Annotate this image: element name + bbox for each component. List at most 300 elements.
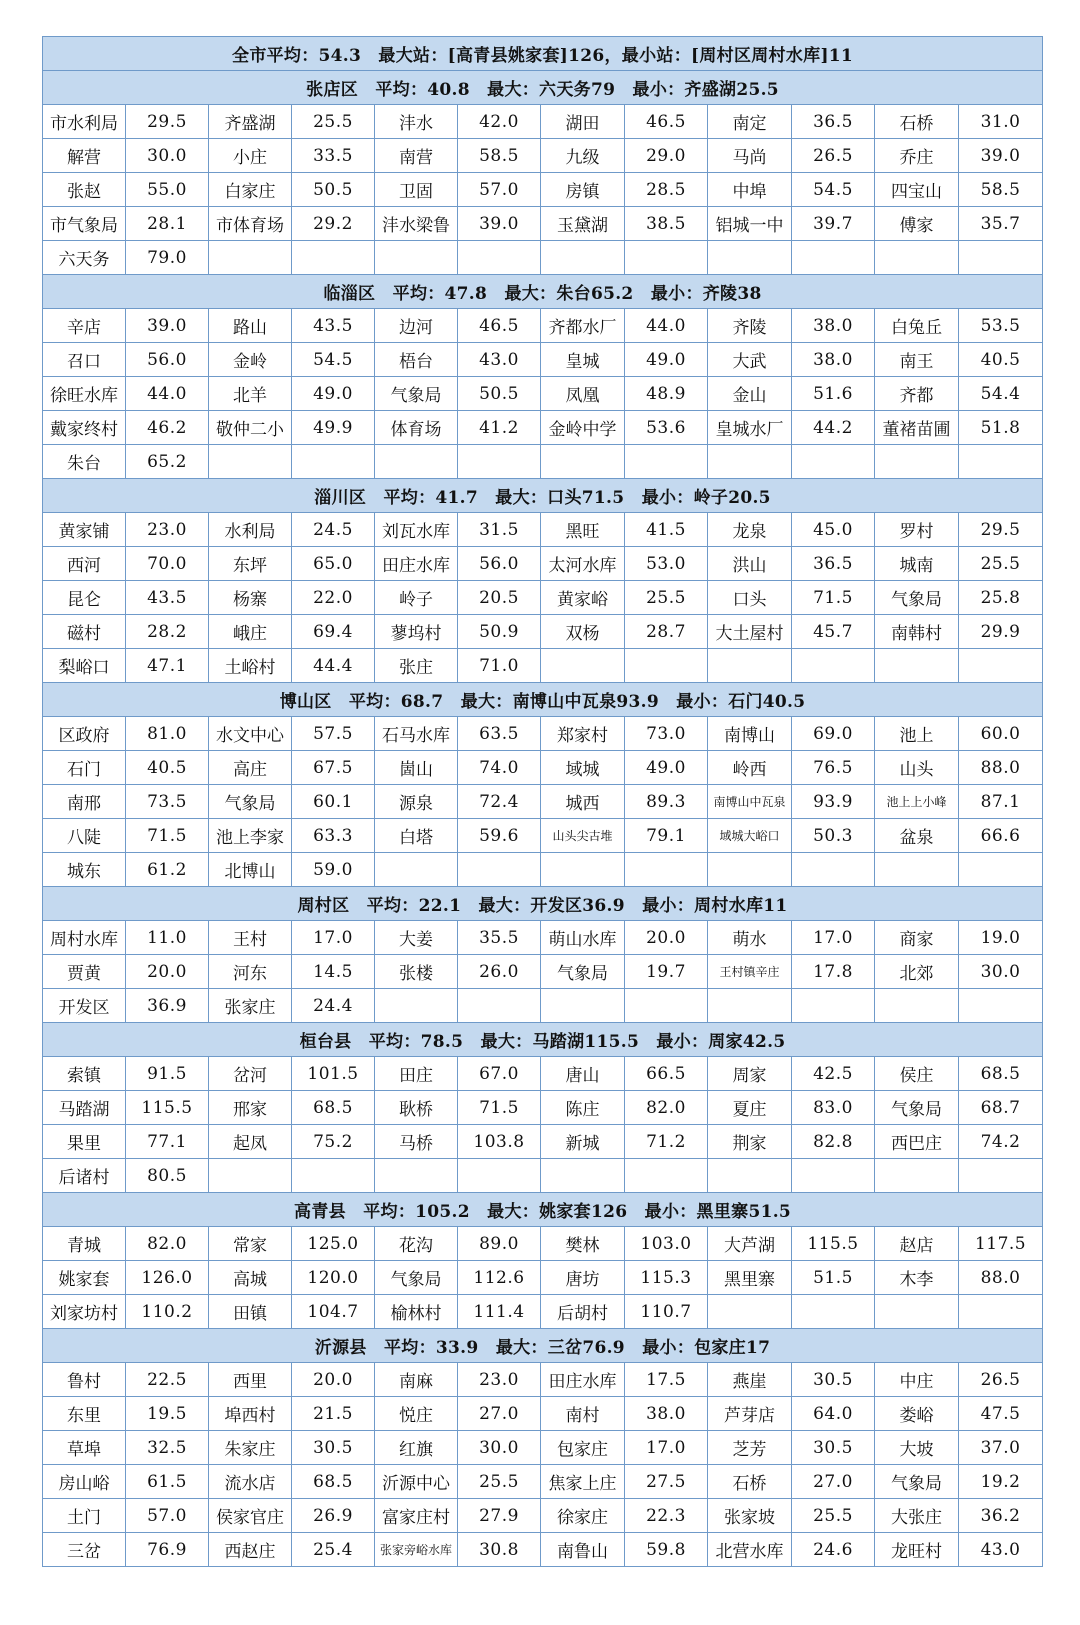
rainfall-value: 38.0: [792, 309, 875, 343]
station-name: 大芦湖: [708, 1227, 792, 1261]
table-row: [43, 989, 1043, 1023]
table-row: [43, 309, 1043, 343]
empty-cell: [541, 241, 625, 275]
table-row: [43, 1533, 1043, 1567]
station-name: 唐坊: [541, 1261, 625, 1295]
rainfall-value: 36.5: [792, 105, 875, 139]
rainfall-value: 24.6: [792, 1533, 875, 1567]
rainfall-value: 28.7: [625, 615, 708, 649]
rainfall-value: 71.2: [625, 1125, 708, 1159]
empty-cell: [875, 241, 959, 275]
empty-cell: [959, 1159, 1043, 1193]
station-name: 马尚: [708, 139, 792, 173]
section-header: 沂源县 平均：33.9 最大：三岔76.9 最小：包家庄17: [43, 1329, 1043, 1363]
station-name: 田庄水库: [541, 1363, 625, 1397]
table-row: [43, 411, 1043, 445]
station-name: 南营: [375, 139, 458, 173]
station-name: 萌水: [708, 921, 792, 955]
rainfall-value: 47.5: [959, 1397, 1043, 1431]
station-name: 张家旁峪水库: [375, 1533, 458, 1567]
rainfall-value: 71.5: [458, 1091, 541, 1125]
rainfall-value: 89.0: [458, 1227, 541, 1261]
empty-cell: [375, 989, 458, 1023]
station-name: 西河: [43, 547, 126, 581]
rainfall-value: 103.0: [625, 1227, 708, 1261]
station-name: 北羊: [209, 377, 292, 411]
empty-cell: [792, 989, 875, 1023]
rainfall-value: 91.5: [126, 1057, 209, 1091]
empty-cell: [458, 989, 541, 1023]
station-name: 石马水库: [375, 717, 458, 751]
table-row: [43, 819, 1043, 853]
rainfall-value: 28.2: [126, 615, 209, 649]
rainfall-value: 29.0: [625, 139, 708, 173]
rainfall-value: 71.0: [458, 649, 541, 683]
station-name: 西里: [209, 1363, 292, 1397]
station-name: 气象局: [875, 1091, 959, 1125]
rainfall-value: 20.0: [292, 1363, 375, 1397]
rainfall-value: 24.5: [292, 513, 375, 547]
station-name: 城西: [541, 785, 625, 819]
rainfall-value: 36.9: [126, 989, 209, 1023]
station-name: 磁村: [43, 615, 126, 649]
empty-cell: [458, 1159, 541, 1193]
rainfall-value: 30.5: [292, 1431, 375, 1465]
rainfall-value: 67.0: [458, 1057, 541, 1091]
station-name: 房山峪: [43, 1465, 126, 1499]
rainfall-value: 27.5: [625, 1465, 708, 1499]
rainfall-value: 19.2: [959, 1465, 1043, 1499]
rainfall-value: 38.5: [625, 207, 708, 241]
rainfall-value: 73.5: [126, 785, 209, 819]
empty-cell: [292, 241, 375, 275]
rainfall-value: 60.0: [959, 717, 1043, 751]
rainfall-value: 19.5: [126, 1397, 209, 1431]
rainfall-value: 61.2: [126, 853, 209, 887]
station-name: 荆家: [708, 1125, 792, 1159]
rainfall-value: 46.2: [126, 411, 209, 445]
rainfall-value: 33.5: [292, 139, 375, 173]
station-name: 商家: [875, 921, 959, 955]
station-name: 木李: [875, 1261, 959, 1295]
station-name: 气象局: [209, 785, 292, 819]
station-name: 石桥: [708, 1465, 792, 1499]
table-row: [43, 1227, 1043, 1261]
station-name: 湖田: [541, 105, 625, 139]
rainfall-value: 53.6: [625, 411, 708, 445]
station-name: 气象局: [541, 955, 625, 989]
rainfall-value: 51.5: [792, 1261, 875, 1295]
table-row: [43, 853, 1043, 887]
rainfall-value: 82.8: [792, 1125, 875, 1159]
station-name: 大土屋村: [708, 615, 792, 649]
station-name: 杨寨: [209, 581, 292, 615]
station-name: 刘家坊村: [43, 1295, 126, 1329]
station-name: 戴家终村: [43, 411, 126, 445]
rainfall-value: 77.1: [126, 1125, 209, 1159]
station-name: 娄峪: [875, 1397, 959, 1431]
empty-cell: [959, 1295, 1043, 1329]
rainfall-value: 27.0: [792, 1465, 875, 1499]
station-name: 常家: [209, 1227, 292, 1261]
rainfall-value: 71.5: [792, 581, 875, 615]
station-name: 张家庄: [209, 989, 292, 1023]
rainfall-value: 57.0: [126, 1499, 209, 1533]
station-name: 山头: [875, 751, 959, 785]
empty-cell: [708, 1159, 792, 1193]
station-name: 沣水: [375, 105, 458, 139]
station-name: 域城: [541, 751, 625, 785]
station-name: 起凤: [209, 1125, 292, 1159]
rainfall-value: 32.5: [126, 1431, 209, 1465]
station-name: 索镇: [43, 1057, 126, 1091]
table-row: [43, 1397, 1043, 1431]
rainfall-value: 43.5: [126, 581, 209, 615]
rainfall-value: 59.6: [458, 819, 541, 853]
rainfall-value: 56.0: [126, 343, 209, 377]
empty-cell: [625, 1159, 708, 1193]
rainfall-table: [42, 36, 1043, 1567]
rainfall-value: 19.7: [625, 955, 708, 989]
rainfall-value: 38.0: [792, 343, 875, 377]
station-name: 南麻: [375, 1363, 458, 1397]
empty-cell: [875, 853, 959, 887]
empty-cell: [541, 649, 625, 683]
rainfall-value: 110.7: [625, 1295, 708, 1329]
rainfall-value: 44.0: [625, 309, 708, 343]
station-name: 铝城一中: [708, 207, 792, 241]
rainfall-value: 35.5: [458, 921, 541, 955]
rainfall-value: 37.0: [959, 1431, 1043, 1465]
rainfall-value: 36.5: [792, 547, 875, 581]
station-name: 昆仑: [43, 581, 126, 615]
station-name: 四宝山: [875, 173, 959, 207]
station-name: 盆泉: [875, 819, 959, 853]
station-name: 气象局: [375, 377, 458, 411]
station-name: 芦芽店: [708, 1397, 792, 1431]
station-name: 中埠: [708, 173, 792, 207]
station-name: 田庄: [375, 1057, 458, 1091]
rainfall-value: 30.8: [458, 1533, 541, 1567]
empty-cell: [959, 241, 1043, 275]
rainfall-value: 65.2: [126, 445, 209, 479]
empty-cell: [625, 853, 708, 887]
rainfall-value: 30.0: [458, 1431, 541, 1465]
rainfall-value: 20.5: [458, 581, 541, 615]
rainfall-value: 101.5: [292, 1057, 375, 1091]
rainfall-value: 11.0: [126, 921, 209, 955]
station-name: 北博山: [209, 853, 292, 887]
station-name: 源泉: [375, 785, 458, 819]
station-name: 池上上小峰: [875, 785, 959, 819]
rainfall-value: 68.5: [292, 1091, 375, 1125]
empty-cell: [792, 241, 875, 275]
rainfall-value: 25.5: [625, 581, 708, 615]
station-name: 罗村: [875, 513, 959, 547]
empty-cell: [959, 445, 1043, 479]
rainfall-value: 26.5: [792, 139, 875, 173]
rainfall-value: 74.2: [959, 1125, 1043, 1159]
station-name: 河东: [209, 955, 292, 989]
station-name: 果里: [43, 1125, 126, 1159]
station-name: 埠西村: [209, 1397, 292, 1431]
station-name: 池上: [875, 717, 959, 751]
station-name: 芝芳: [708, 1431, 792, 1465]
rainfall-value: 17.8: [792, 955, 875, 989]
station-name: 九级: [541, 139, 625, 173]
rainfall-value: 54.4: [959, 377, 1043, 411]
station-name: 凤凰: [541, 377, 625, 411]
rainfall-value: 22.0: [292, 581, 375, 615]
station-name: 金岭中学: [541, 411, 625, 445]
table-row: [43, 445, 1043, 479]
station-name: 红旗: [375, 1431, 458, 1465]
station-name: 路山: [209, 309, 292, 343]
station-name: 王村镇辛庄: [708, 955, 792, 989]
empty-cell: [375, 241, 458, 275]
section-header: 张店区 平均：40.8 最大：六天务79 最小：齐盛湖25.5: [43, 71, 1043, 105]
station-name: 南博山: [708, 717, 792, 751]
station-name: 小庄: [209, 139, 292, 173]
empty-cell: [625, 989, 708, 1023]
rainfall-value: 112.6: [458, 1261, 541, 1295]
station-name: 城南: [875, 547, 959, 581]
empty-cell: [792, 1295, 875, 1329]
empty-cell: [792, 1159, 875, 1193]
rainfall-value: 57.5: [292, 717, 375, 751]
station-name: 青城: [43, 1227, 126, 1261]
section-header: 周村区 平均：22.1 最大：开发区36.9 最小：周村水库11: [43, 887, 1043, 921]
rainfall-value: 39.0: [959, 139, 1043, 173]
table-row: [43, 955, 1043, 989]
rainfall-value: 59.0: [292, 853, 375, 887]
rainfall-value: 111.4: [458, 1295, 541, 1329]
rainfall-value: 59.8: [625, 1533, 708, 1567]
empty-cell: [541, 989, 625, 1023]
rainfall-value: 26.0: [458, 955, 541, 989]
station-name: 大张庄: [875, 1499, 959, 1533]
rainfall-value: 126.0: [126, 1261, 209, 1295]
rainfall-value: 44.2: [792, 411, 875, 445]
station-name: 龙旺村: [875, 1533, 959, 1567]
station-name: 梨峪口: [43, 649, 126, 683]
station-name: 崮山: [375, 751, 458, 785]
empty-cell: [209, 241, 292, 275]
empty-cell: [375, 1159, 458, 1193]
table-row: [43, 547, 1043, 581]
station-name: 解营: [43, 139, 126, 173]
station-name: 焦家上庄: [541, 1465, 625, 1499]
rainfall-value: 17.0: [625, 1431, 708, 1465]
rainfall-value: 51.8: [959, 411, 1043, 445]
station-name: 郑家村: [541, 717, 625, 751]
empty-cell: [959, 853, 1043, 887]
table-row: [43, 105, 1043, 139]
rainfall-value: 30.5: [792, 1431, 875, 1465]
rainfall-value: 66.5: [625, 1057, 708, 1091]
station-name: 市水利局: [43, 105, 126, 139]
rainfall-value: 53.0: [625, 547, 708, 581]
empty-cell: [875, 1295, 959, 1329]
empty-cell: [541, 853, 625, 887]
rainfall-value: 64.0: [792, 1397, 875, 1431]
station-name: 萌山水库: [541, 921, 625, 955]
rainfall-value: 88.0: [959, 751, 1043, 785]
table-row: [43, 751, 1043, 785]
station-name: 田庄水库: [375, 547, 458, 581]
station-name: 金岭: [209, 343, 292, 377]
station-name: 唐山: [541, 1057, 625, 1091]
station-name: 朱家庄: [209, 1431, 292, 1465]
rainfall-value: 28.5: [625, 173, 708, 207]
table-row: [43, 1091, 1043, 1125]
table-row: [43, 581, 1043, 615]
station-name: 沂源中心: [375, 1465, 458, 1499]
rainfall-value: 79.1: [625, 819, 708, 853]
rainfall-value: 103.8: [458, 1125, 541, 1159]
rainfall-value: 88.0: [959, 1261, 1043, 1295]
rainfall-value: 30.0: [126, 139, 209, 173]
station-name: 齐都水厂: [541, 309, 625, 343]
rainfall-value: 81.0: [126, 717, 209, 751]
rainfall-value: 19.0: [959, 921, 1043, 955]
rainfall-value: 27.0: [458, 1397, 541, 1431]
rainfall-value: 35.7: [959, 207, 1043, 241]
rainfall-value: 17.0: [292, 921, 375, 955]
station-name: 三岔: [43, 1533, 126, 1567]
rainfall-report-sheet: [42, 36, 1042, 1567]
station-name: 南邢: [43, 785, 126, 819]
rainfall-value: 57.0: [458, 173, 541, 207]
station-name: 市气象局: [43, 207, 126, 241]
station-name: 南鲁山: [541, 1533, 625, 1567]
rainfall-value: 45.0: [792, 513, 875, 547]
station-name: 悦庄: [375, 1397, 458, 1431]
section-header-row: [43, 1193, 1043, 1227]
station-name: 岔河: [209, 1057, 292, 1091]
rainfall-value: 25.5: [458, 1465, 541, 1499]
rainfall-value: 49.0: [625, 751, 708, 785]
section-header: 淄川区 平均：41.7 最大：口头71.5 最小：岭子20.5: [43, 479, 1043, 513]
station-name: 樊林: [541, 1227, 625, 1261]
rainfall-value: 40.5: [126, 751, 209, 785]
section-header: 临淄区 平均：47.8 最大：朱台65.2 最小：齐陵38: [43, 275, 1043, 309]
rainfall-value: 39.0: [458, 207, 541, 241]
station-name: 高庄: [209, 751, 292, 785]
empty-cell: [375, 853, 458, 887]
station-name: 玉黛湖: [541, 207, 625, 241]
station-name: 开发区: [43, 989, 126, 1023]
station-name: 南博山中瓦泉: [708, 785, 792, 819]
station-name: 燕崖: [708, 1363, 792, 1397]
section-header: 博山区 平均：68.7 最大：南博山中瓦泉93.9 最小：石门40.5: [43, 683, 1043, 717]
station-name: 草埠: [43, 1431, 126, 1465]
section-header-row: [43, 683, 1043, 717]
rainfall-value: 75.2: [292, 1125, 375, 1159]
station-name: 张庄: [375, 649, 458, 683]
rainfall-value: 50.3: [792, 819, 875, 853]
station-name: 金山: [708, 377, 792, 411]
station-name: 鲁村: [43, 1363, 126, 1397]
rainfall-value: 115.5: [792, 1227, 875, 1261]
station-name: 东坪: [209, 547, 292, 581]
rainfall-value: 82.0: [126, 1227, 209, 1261]
empty-cell: [708, 445, 792, 479]
station-name: 大坡: [875, 1431, 959, 1465]
rainfall-value: 63.3: [292, 819, 375, 853]
table-row: [43, 1261, 1043, 1295]
rainfall-value: 24.4: [292, 989, 375, 1023]
station-name: 水文中心: [209, 717, 292, 751]
rainfall-value: 73.0: [625, 717, 708, 751]
station-name: 高城: [209, 1261, 292, 1295]
station-name: 岭子: [375, 581, 458, 615]
station-name: 侯庄: [875, 1057, 959, 1091]
empty-cell: [959, 649, 1043, 683]
rainfall-value: 50.5: [292, 173, 375, 207]
station-name: 马桥: [375, 1125, 458, 1159]
empty-cell: [959, 989, 1043, 1023]
table-row: [43, 1159, 1043, 1193]
rainfall-value: 38.0: [625, 1397, 708, 1431]
empty-cell: [458, 241, 541, 275]
station-name: 乔庄: [875, 139, 959, 173]
rainfall-value: 117.5: [959, 1227, 1043, 1261]
station-name: 市体育场: [209, 207, 292, 241]
empty-cell: [458, 853, 541, 887]
rainfall-value: 87.1: [959, 785, 1043, 819]
station-name: 皇城: [541, 343, 625, 377]
rainfall-value: 29.9: [959, 615, 1043, 649]
station-name: 邢家: [209, 1091, 292, 1125]
section-header-row: [43, 275, 1043, 309]
station-name: 朱台: [43, 445, 126, 479]
rainfall-value: 76.5: [792, 751, 875, 785]
station-name: 辛店: [43, 309, 126, 343]
station-name: 徐旺水库: [43, 377, 126, 411]
empty-cell: [458, 445, 541, 479]
rainfall-value: 79.0: [126, 241, 209, 275]
rainfall-value: 44.0: [126, 377, 209, 411]
rainfall-value: 58.5: [458, 139, 541, 173]
station-name: 池上李家: [209, 819, 292, 853]
station-name: 东里: [43, 1397, 126, 1431]
rainfall-value: 66.6: [959, 819, 1043, 853]
table-row: [43, 513, 1043, 547]
rainfall-value: 48.9: [625, 377, 708, 411]
table-row: [43, 1125, 1043, 1159]
rainfall-value: 50.9: [458, 615, 541, 649]
station-name: 榆林村: [375, 1295, 458, 1329]
rainfall-value: 68.5: [959, 1057, 1043, 1091]
table-row: [43, 139, 1043, 173]
station-name: 房镇: [541, 173, 625, 207]
station-name: 大姜: [375, 921, 458, 955]
station-name: 周村水库: [43, 921, 126, 955]
station-name: 白家庄: [209, 173, 292, 207]
station-name: 气象局: [875, 1465, 959, 1499]
station-name: 周家: [708, 1057, 792, 1091]
rainfall-value: 23.0: [458, 1363, 541, 1397]
rainfall-value: 44.4: [292, 649, 375, 683]
rainfall-value: 56.0: [458, 547, 541, 581]
station-name: 龙泉: [708, 513, 792, 547]
table-row: [43, 1363, 1043, 1397]
rainfall-value: 25.5: [959, 547, 1043, 581]
rainfall-value: 25.4: [292, 1533, 375, 1567]
station-name: 花沟: [375, 1227, 458, 1261]
rainfall-value: 115.3: [625, 1261, 708, 1295]
